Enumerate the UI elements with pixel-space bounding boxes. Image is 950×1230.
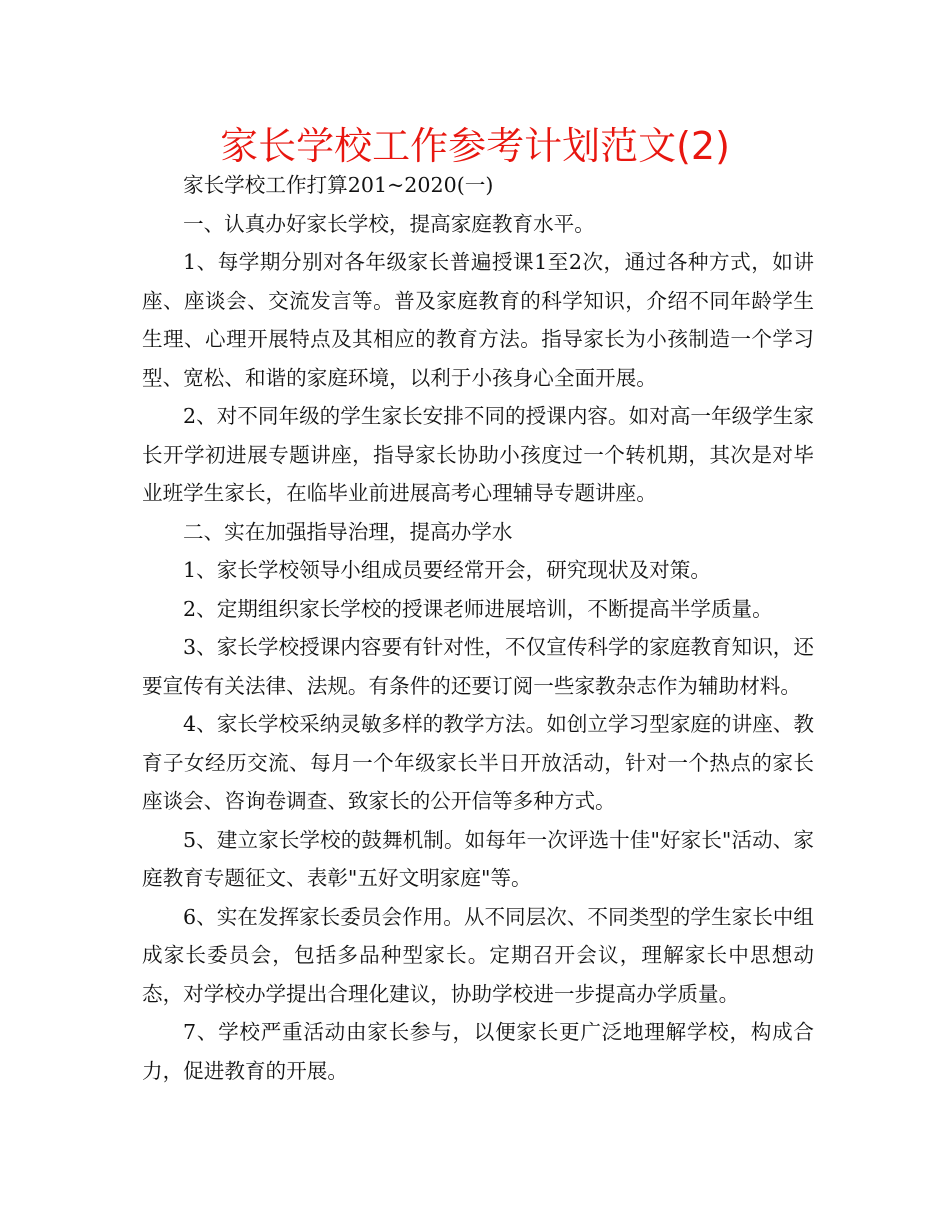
paragraph-item: 2、定期组织家长学校的授课老师进展培训，不断提高半学质量。: [183, 596, 773, 621]
paragraph-item: 6、实在发挥家长委员会作用。从不同层次、不同类型的学生家长中组成家长委员会，包括多品种型家长。定期召开会议，理解家长中思想动态，对学校办学提出合理化建议，协助学校进一步提高办学质量。: [142, 904, 814, 1006]
paragraph-item: 2、对不同年级的学生家长安排不同的授课内容。如对高一年级学生家长开学初进展专题讲座，指导家长协助小孩度过一个转机期，其次是对毕业班学生家长，在临毕业前进展高考心理辅导专题讲座。: [142, 404, 814, 505]
paragraph-item: 1、家长学校领导小组成员要经常开会，研究现状及对策。: [183, 558, 711, 582]
paragraph-item: 1、每学期分别对各年级家长普遍授课1至2次，通过各种方式，如讲座、座谈会、交流发言等。普及家庭教育的科学知识，介绍不同年龄学生生理、心理开展特点及其相应的教育方法。指导家长为小孩制造一个学习型、宽松、和谐的家庭环境，以利于小孩身心全面开展。: [142, 250, 814, 390]
paragraph-subtitle: 家长学校工作打算201~2020(一): [183, 173, 494, 197]
paragraph-item: 3、家长学校授课内容要有针对性，不仅宣传科学的家庭教育知识，还要宣传有关法律、法规。有条件的还要订阅一些家教杂志作为辅助材料。: [142, 635, 814, 698]
paragraph-item: 4、家长学校采纳灵敏多样的教学方法。如创立学习型家庭的讲座、教育子女经历交流、每月一个年级家长半日开放活动，针对一个热点的家长座谈会、咨询卷调查、致家长的公开信等多种方式。: [142, 712, 814, 813]
paragraph-section-heading-2: 二、实在加强指导治理，提高办学水: [183, 519, 513, 544]
paragraph-section-heading-1: 一、认真办好家长学校，提高家庭教育水平。: [183, 211, 595, 236]
document-title: 家长学校工作参考计划范文(2): [220, 124, 730, 168]
paragraph-item: 7、学校严重活动由家长参与，以便家长更广泛地理解学校，构成合力，促进教育的开展。: [142, 1020, 814, 1083]
paragraph-item: 5、建立家长学校的鼓舞机制。如每年一次评选十佳"好家长"活动、家庭教育专题征文、表彰"五好文明家庭"等。: [142, 827, 814, 890]
document-body: [142, 166, 814, 1090]
